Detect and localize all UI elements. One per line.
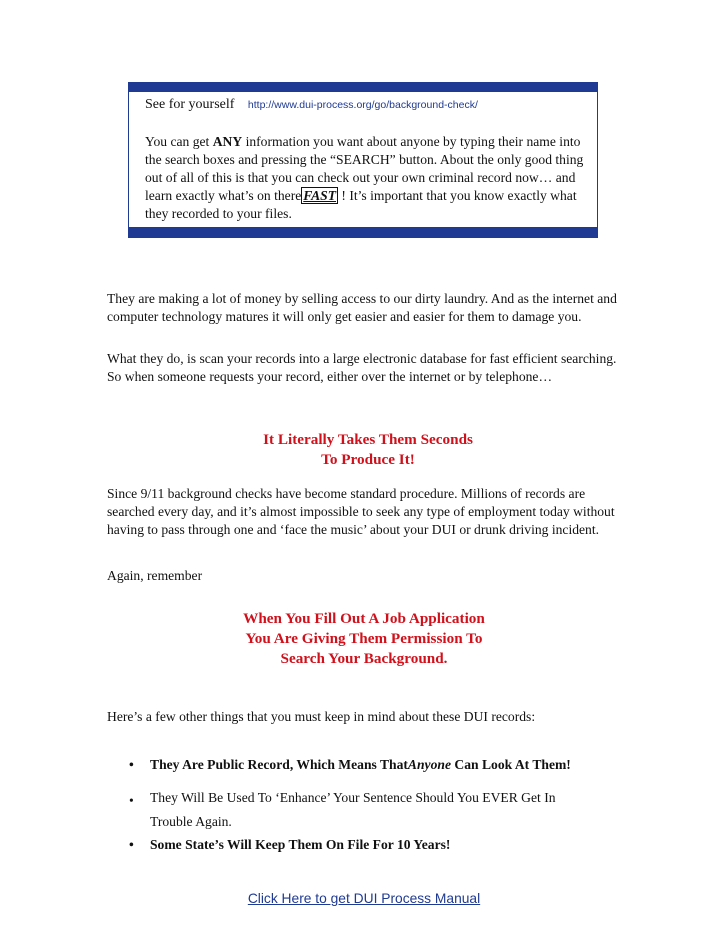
paragraph-again-remember: Again, remember (107, 568, 203, 583)
heading-takes-seconds-line-2: To Produce It! (321, 451, 415, 468)
callout-body-text-3: ! It’s important that you know exactly what they recorded to your files. (145, 188, 577, 221)
heading-job-application-line-3: Search Your Background. (280, 650, 448, 667)
callout-any-emphasis: ANY (212, 134, 243, 149)
background-check-link[interactable]: http://www.dui-process.org/go/background-check/ (247, 99, 478, 111)
see-for-yourself-row (145, 97, 478, 113)
bullet-2-line-2: Trouble Again. (150, 814, 232, 829)
heading-job-application-line-1: When You Fill Out A Job Application (243, 610, 485, 627)
callout-top-bar (129, 83, 597, 92)
callout-bottom-bar (129, 227, 597, 237)
heading-takes-seconds (0, 430, 728, 470)
bullet-icon: • (129, 757, 134, 772)
heading-takes-seconds-line-1: It Literally Takes Them Seconds (263, 431, 473, 448)
bullet-1-text-end: Can Look At Them! (450, 757, 571, 772)
callout-body (145, 133, 591, 223)
bullet-icon: • (129, 793, 134, 808)
paragraph-scan-records: What they do, is scan your records into a large electronic database for fast efficient searching. So when someone requests your record, either over the internet or by telephone… (107, 351, 617, 384)
bullet-1-text: They Are Public Record, Which Means That (150, 757, 408, 772)
paragraph-background-checks: Since 9/11 background checks have become standard procedure. Millions of records are searched every day, and it’s almost impossible to seek any type of employment today without having to pass through one and ‘face the music’ about your DUI or drunk driving incident. (107, 486, 615, 537)
see-for-yourself-label: See for yourself (145, 97, 235, 112)
paragraph-dirty-laundry: They are making a lot of money by selling access to our dirty laundry. And as the internet and computer technology matures it will only get easier and easier for them to damage you. (107, 291, 617, 324)
dui-manual-link[interactable]: Click Here to get DUI Process Manual (247, 891, 481, 906)
bullet-3-text: Some State’s Will Keep Them On File For 10 Years! (150, 837, 451, 852)
list-item (107, 786, 647, 834)
bullet-icon: • (129, 837, 134, 852)
heading-job-application (0, 609, 728, 669)
bullet-list (107, 756, 647, 854)
callout-body-text-1: You can get (145, 134, 213, 149)
footer-link-row (0, 891, 728, 906)
callout-body-text-2: information you want about anyone by typing their name into the search boxes and pressing the “SEARCH” button. About the only good thing out of all of this is that you can check out your own criminal record now… and learn exactly what’s on there (145, 134, 584, 203)
callout-box (128, 82, 598, 238)
bullet-1-emphasis: Anyone (407, 757, 451, 772)
bullet-2-line-1: They Will Be Used To ‘Enhance’ Your Sentence Should You EVER Get In (150, 790, 556, 805)
heading-job-application-line-2: You Are Giving Them Permission To (245, 630, 483, 647)
paragraph-other-things: Here’s a few other things that you must keep in mind about these DUI records: (107, 709, 536, 724)
list-item (107, 836, 647, 854)
callout-fast-emphasis: FAST (303, 188, 337, 203)
list-item (107, 756, 647, 774)
